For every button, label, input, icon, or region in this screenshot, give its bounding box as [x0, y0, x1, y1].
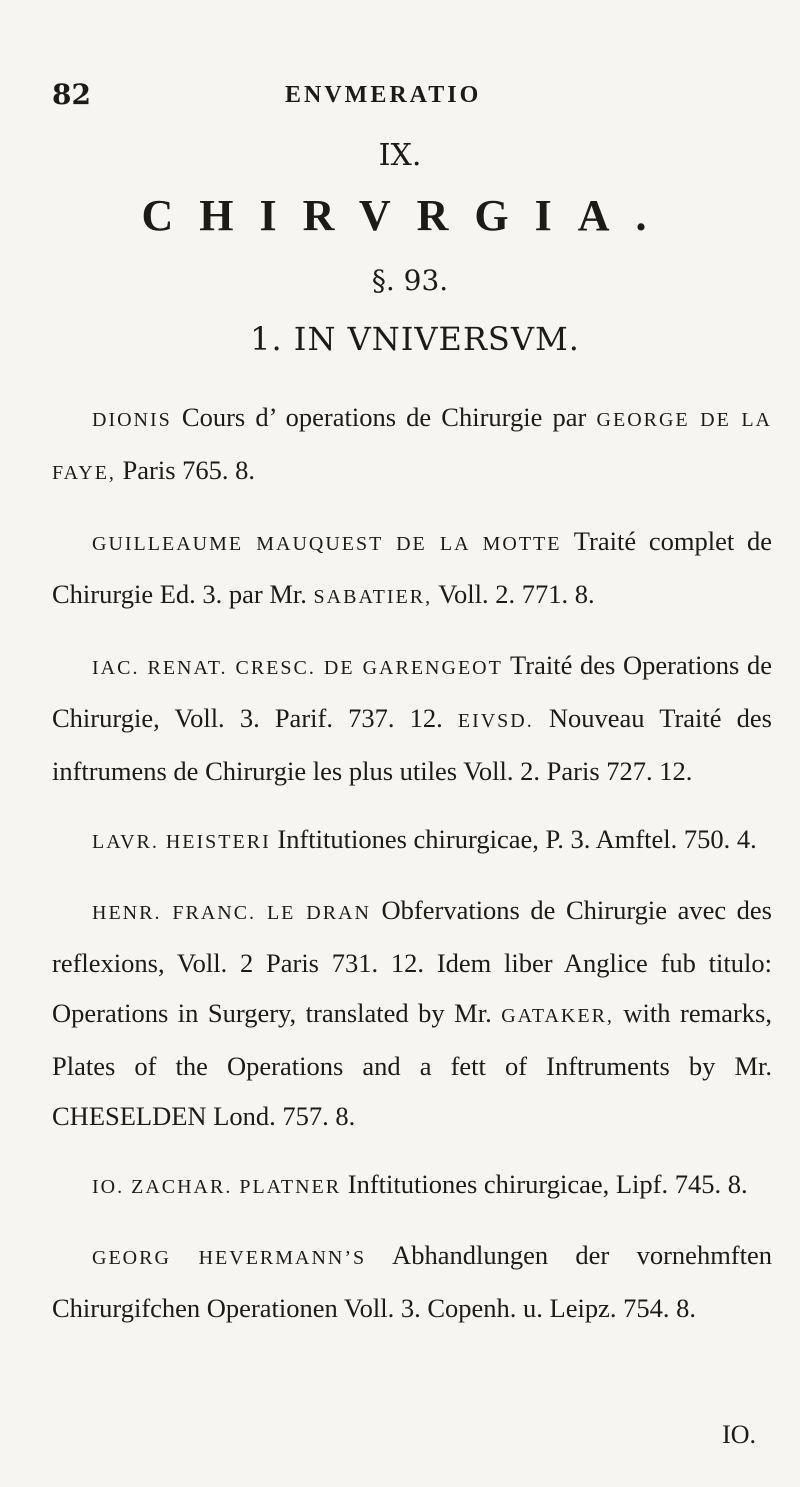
entry-text: Inftitutiones chirurgicae, Lipf. 745. 8.	[341, 1169, 748, 1199]
running-head	[0, 78, 800, 118]
catchword: IO.	[722, 1420, 756, 1449]
entry-text: Cours d’ operations de Chirurgie par	[171, 402, 597, 432]
entry-author-secondary: GATAKER,	[501, 1005, 614, 1027]
entry-text: Inftitutiones chirurgicae, P. 3. Amftel. 750. 4.	[270, 824, 757, 854]
bibliography-entry	[52, 1230, 772, 1333]
entry-author: DIONIS	[92, 409, 172, 431]
running-title: ENVMERATIO	[285, 82, 482, 108]
entry-author: GEORG HEVERMANN’S	[92, 1247, 367, 1269]
entry-author: HENR. FRANC. LE DRAN	[92, 902, 371, 924]
bibliography-entries	[52, 392, 772, 1351]
entry-author: LAVR. HEISTERI	[92, 831, 271, 853]
entry-text-continued: Paris 765. 8.	[115, 455, 256, 485]
entry-text: Obfervations de Chirurgie avec des reflexions, Voll. 2 Paris 731. 12. Idem liber Anglice fub titulo: Operations in Surgery, translated by Mr.	[52, 895, 772, 1028]
entry-author: GUILLEAUME MAUQUEST DE LA MOTTE	[92, 533, 562, 555]
bibliography-entry	[52, 814, 772, 867]
entry-text-continued: Voll. 2. 771. 8.	[432, 579, 595, 609]
entry-text: Abhandlungen der vornehmften Chirurgifchen Operationen Voll. 3. Copenh. u. Leipz. 754. 8.	[52, 1240, 772, 1323]
entry-text: Traité complet de Chirurgie Ed. 3. par Mr.	[52, 526, 772, 609]
bibliography-entry	[52, 640, 772, 796]
entry-text-continued: Nouveau Traité des inftrumens de Chirurgie les plus utiles Voll. 2. Paris 727. 12.	[52, 703, 772, 786]
bibliography-entry	[52, 885, 772, 1141]
entry-text-continued: with remarks, Plates of the Operations and a fett of Inftruments by Mr. CHESELDEN Lond. 757. 8.	[52, 998, 772, 1131]
bibliography-entry	[52, 516, 772, 622]
paragraph-number: §. 93.	[371, 264, 449, 297]
entry-author: IAC. RENAT. CRESC. DE GARENGEOT	[92, 657, 503, 679]
section-number: IX.	[378, 138, 422, 173]
bibliography-entry	[52, 392, 772, 498]
entry-author-secondary: EIVSD.	[457, 710, 534, 732]
entry-author-secondary: SABATIER,	[313, 586, 433, 608]
subheading: 1. IN VNIVERSVM.	[250, 320, 580, 358]
entry-author-secondary: GEORGE DE LA FAYE,	[52, 409, 772, 484]
bibliography-entry	[52, 1159, 772, 1212]
entry-author: IO. ZACHAR. PLATNER	[92, 1176, 342, 1198]
section-title: CHIRVRGIA.	[141, 191, 673, 240]
entry-text: Traité des Operations de Chirurgie, Voll. 3. Parif. 737. 12.	[52, 650, 772, 733]
page-number: 82	[52, 78, 91, 111]
